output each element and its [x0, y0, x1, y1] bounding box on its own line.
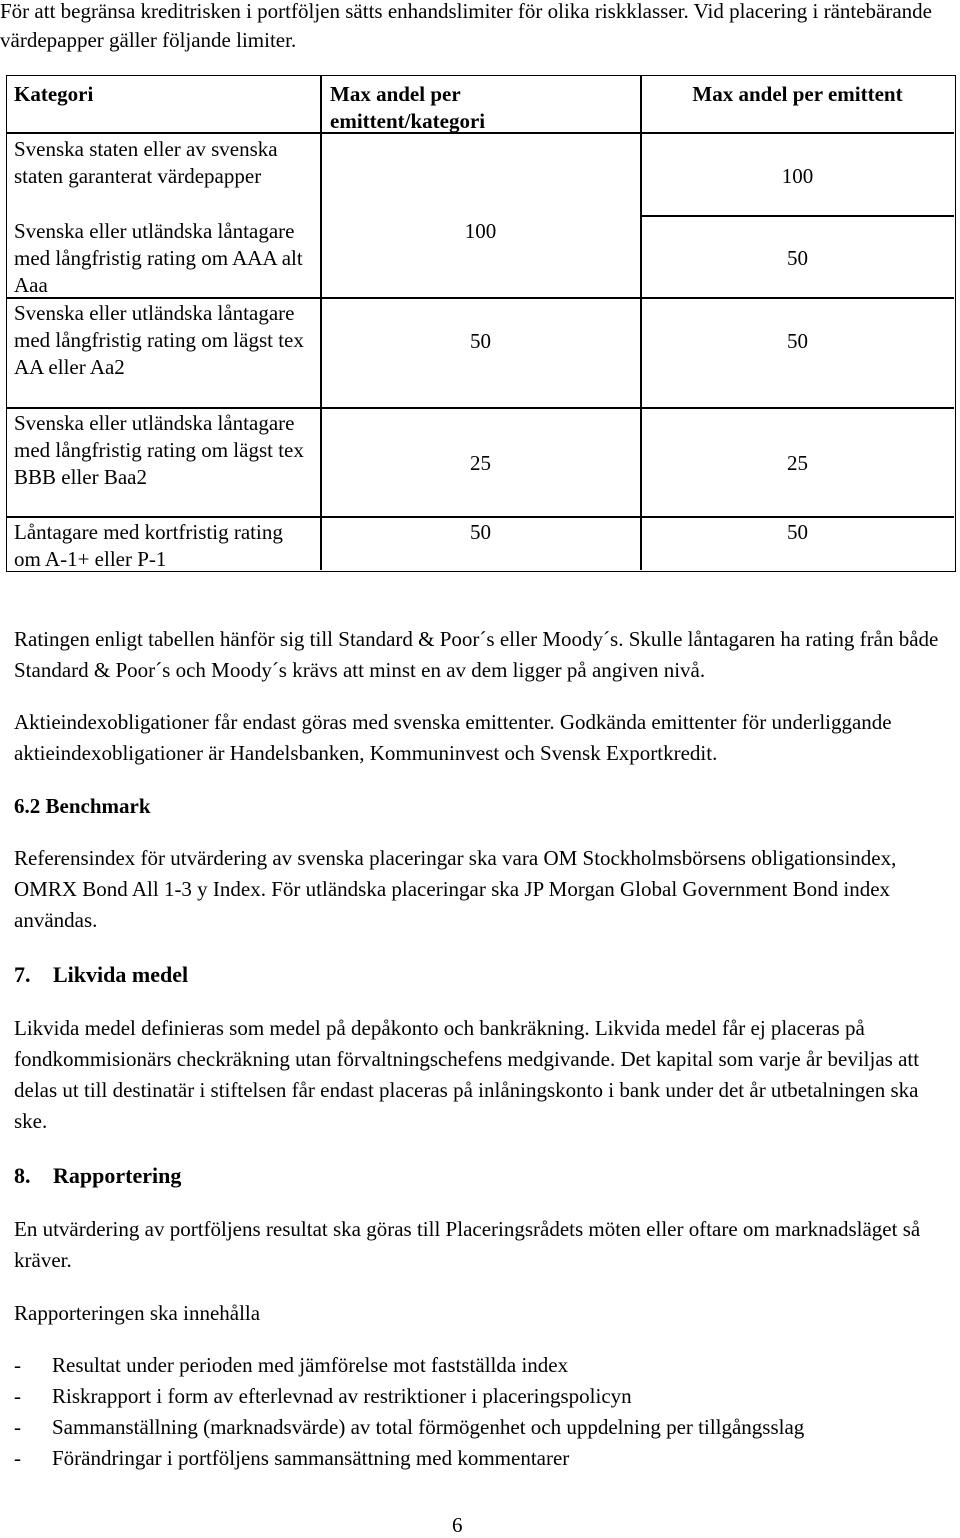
list-item-text: Resultat under perioden med jämförelse mot fastställda index	[52, 1353, 569, 1377]
table-row-divider-1-right	[641, 215, 954, 217]
row5-max-per-emittent: 50	[787, 520, 808, 544]
header-max-per-emittent: Max andel per emittent	[692, 82, 903, 106]
page-number: 6	[452, 1513, 463, 1537]
list-item	[14, 1412, 804, 1443]
aktieindex-paragraph: Aktieindexobligationer får endast göras med svenska emittenter. Godkända emittenter för underliggande aktieindexobligationer är Handelsbanken, Kommuninvest och Svensk Exportkredit.	[14, 710, 892, 765]
list-item-text: Förändringar i portföljens sammansättning med kommentarer	[52, 1446, 570, 1470]
header-max-per-emittent-kategori: Max andel per emittent/kategori	[330, 82, 486, 133]
rapport-paragraph: En utvärdering av portföljens resultat ska göras till Placeringsrådets möten eller oftare om marknadsläget så kräver.	[14, 1217, 921, 1272]
limits-table	[6, 75, 956, 572]
section-8-number: 8.	[14, 1163, 31, 1188]
row4-kategori: Svenska eller utländska låntagare med långfristig rating om lägst tex BBB eller Baa2	[14, 411, 304, 489]
section-6-2-title: Benchmark	[45, 794, 151, 818]
bullet-marker: -	[14, 1446, 21, 1470]
list-item	[14, 1350, 568, 1381]
header-kategori: Kategori	[14, 82, 94, 106]
row2-kategori: Svenska eller utländska låntagare med långfristig rating om AAA alt Aaa	[14, 219, 303, 297]
row1-kategori: Svenska staten eller av svenska staten garanterat värdepapper	[14, 137, 278, 188]
row3-kategori: Svenska eller utländska låntagare med långfristig rating om lägst tex AA eller Aa2	[14, 301, 304, 379]
row3-max-per-emittent: 50	[787, 329, 808, 353]
likvida-paragraph: Likvida medel definieras som medel på depåkonto och bankräkning. Likvida medel får ej placeras på fondkommisionärs checkräkning utan förvaltningschefens medgivande. Det kapital som varje år beviljas att delas ut till destinatär i stiftelsen får endast placeras på inlåningskonto i bank under det år utbetalningen ska ske.	[14, 1016, 920, 1133]
table-divider-col2	[640, 76, 642, 570]
section-8-heading	[14, 1161, 181, 1191]
rating-paragraph: Ratingen enligt tabellen hänför sig till Standard & Poor´s eller Moody´s. Skulle låntagaren ha rating från både Standard & Poor´s och Moody´s krävs att minst en av dem ligger på angiven nivå.	[14, 627, 939, 682]
section-7-title: Likvida medel	[53, 962, 189, 987]
section-8-title: Rapportering	[53, 1163, 182, 1188]
intro-paragraph: För att begränsa kreditrisken i portföljen sätts enhandslimiter för olika riskklasser. Vid placering i räntebärande värdepapper gäller följande limiter.	[0, 0, 932, 52]
section-6-2-heading	[14, 791, 151, 821]
row2-max-per-emittent: 50	[787, 246, 808, 270]
table-row-divider-4	[7, 516, 954, 518]
bullet-marker: -	[14, 1415, 21, 1439]
table-divider-col1	[320, 76, 322, 570]
list-item-text: Riskrapport i form av efterlevnad av restriktioner i placeringspolicyn	[52, 1384, 632, 1408]
row1-2-max-per-kategori: 100	[464, 219, 497, 243]
section-7-number: 7.	[14, 962, 31, 987]
row4-max-per-kategori: 25	[470, 451, 491, 475]
row3-max-per-kategori: 50	[470, 329, 491, 353]
benchmark-paragraph: Referensindex för utvärdering av svenska placeringar ska vara OM Stockholmsbörsens obligationsindex, OMRX Bond All 1-3 y Index. För utländska placeringar ska JP Morgan Global Government Bond index användas.	[14, 846, 897, 932]
table-row-divider-3	[7, 407, 954, 409]
row4-max-per-emittent: 25	[787, 451, 808, 475]
row1-max-per-emittent: 100	[781, 164, 814, 188]
section-7-heading	[14, 960, 188, 990]
list-item-text: Sammanställning (marknadsvärde) av total förmögenhet och uppdelning per tillgångsslag	[52, 1415, 805, 1439]
section-6-2-number: 6.2	[14, 794, 41, 818]
list-item	[14, 1443, 569, 1474]
bullet-marker: -	[14, 1353, 21, 1377]
row5-max-per-kategori: 50	[470, 520, 491, 544]
innehalla-paragraph: Rapporteringen ska innehålla	[14, 1301, 261, 1325]
bullet-marker: -	[14, 1384, 21, 1408]
list-item	[14, 1381, 632, 1412]
row5-kategori: Låntagare med kortfristig rating om A-1+ eller P-1	[14, 520, 283, 571]
